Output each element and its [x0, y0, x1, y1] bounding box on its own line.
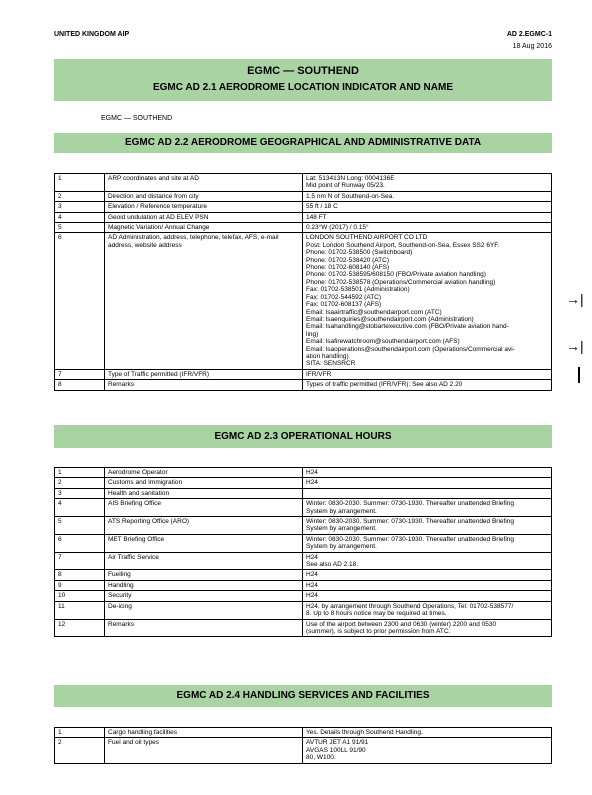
row-number: 8 — [55, 380, 105, 390]
row-label: Health and sanitation — [105, 488, 303, 498]
row-label: Remarks — [105, 619, 303, 637]
row-value — [303, 212, 552, 222]
value-line: Winter: 0830-2030. Summer: 0730-1930. Thereafter unattended Briefing — [306, 518, 515, 526]
value-line: Phone: 01702-538500 (Switchboard) — [306, 249, 413, 257]
row-number: 1 — [55, 468, 105, 478]
value-line: Winter: 0830-2030. Summer: 0730-1930. Thereafter unattended Briefing — [306, 535, 515, 543]
row-label: Security — [105, 591, 303, 601]
table-row — [55, 534, 552, 552]
value-line: SITA: SENSRCR — [306, 360, 356, 368]
row-value — [303, 488, 552, 498]
row-number: 12 — [55, 619, 105, 637]
row-value — [303, 380, 552, 390]
row-value — [303, 468, 552, 478]
row-number: 1 — [55, 174, 105, 192]
row-number: 11 — [55, 601, 105, 619]
row-label: Geoid undulation at AD ELEV PSN — [105, 212, 303, 222]
row-label: AIS Briefing Office — [105, 499, 303, 517]
table-row — [55, 601, 552, 619]
value-line: H24 — [306, 479, 318, 487]
table-row — [55, 191, 552, 201]
row-number: 4 — [55, 212, 105, 222]
table-row — [55, 369, 552, 379]
value-line: Phone: 01702-608140 (AFS) — [306, 264, 390, 272]
aip-header-left: UNITED KINGDOM AIP — [54, 31, 130, 38]
value-line: H24 — [306, 553, 318, 561]
row-value — [303, 478, 552, 488]
table-row — [55, 202, 552, 212]
row-number: 4 — [55, 499, 105, 517]
value-line: H24 — [306, 469, 318, 476]
table-row — [55, 488, 552, 498]
row-value — [303, 738, 552, 763]
change-bar — [578, 367, 580, 383]
value-line: Phone: 01702-538420 (ATC) — [306, 256, 389, 264]
value-line: Email: lsaoperations@southendairport.com (Operations/Commercial avi- — [306, 345, 515, 353]
row-number: 2 — [55, 738, 105, 763]
table-row — [55, 174, 552, 192]
value-line: H24 — [306, 581, 318, 589]
value-line: ation handling) — [306, 352, 349, 360]
table-row — [55, 619, 552, 637]
value-line: Fax: 01702-608137 (AFS) — [306, 301, 382, 309]
row-number: 5 — [55, 517, 105, 535]
row-value — [303, 552, 552, 570]
value-line: System by arrangement. — [306, 507, 377, 515]
row-number: 2 — [55, 478, 105, 488]
value-line: 80, W100. — [306, 754, 336, 762]
row-number: 7 — [55, 552, 105, 570]
table-row — [55, 552, 552, 570]
section-24-title: EGMC AD 2.4 HANDLING SERVICES AND FACILITIES — [54, 685, 552, 707]
row-value — [303, 517, 552, 535]
value-line: See also AD 2.18. — [306, 561, 359, 569]
row-value — [303, 369, 552, 379]
row-label: Direction and distance from city — [105, 191, 303, 201]
table-row — [55, 212, 552, 222]
value-line: 1.5 nm N of Southend-on-Sea. — [306, 192, 395, 200]
value-line: Email: lsaairtraffic@southendairport.com (ATC) — [306, 308, 442, 316]
publication-date: 18 Aug 2016 — [512, 43, 552, 50]
value-line: Use of the airport between 2300 and 0630 (winter) 2200 and 0530 — [306, 620, 497, 628]
table-row — [55, 223, 552, 233]
row-number: 10 — [55, 591, 105, 601]
value-line: 55 ft / 18 C — [306, 203, 338, 211]
row-number: 3 — [55, 488, 105, 498]
row-value — [303, 174, 552, 192]
section-22-table — [54, 173, 552, 391]
row-value — [303, 191, 552, 201]
value-line: H24 — [306, 571, 318, 579]
value-line: 8. Up to 8 hours notice may be required at times. — [306, 610, 447, 618]
row-label: Customs and Immigration — [105, 478, 303, 488]
value-line: AVTUR JET A1 91/91 — [306, 739, 369, 747]
row-number: 7 — [55, 369, 105, 379]
value-line: System by arrangement. — [306, 525, 377, 533]
table-row — [55, 591, 552, 601]
value-line: Lat: 513413N Long: 0004136E — [306, 175, 395, 182]
value-line: (summer), is subject to prior permission from ATC. — [306, 627, 451, 635]
table-row — [55, 728, 552, 738]
row-number: 3 — [55, 202, 105, 212]
row-number: 6 — [55, 233, 105, 369]
table-row — [55, 517, 552, 535]
location-indicator: EGMC — SOUTHEND — [101, 115, 173, 122]
value-line: Yes. Details through Southend Handling. — [306, 729, 423, 736]
row-label: ARP coordinates and site at AD — [105, 174, 303, 192]
row-label: Cargo handling facilities — [105, 728, 303, 738]
value-line: Email: lsahandling@stobartexecutive.com (FBO/Private aviation hand- — [306, 323, 509, 331]
table-row — [55, 570, 552, 580]
row-number: 1 — [55, 728, 105, 738]
value-line: H24 — [306, 592, 318, 600]
section-23-table — [54, 467, 552, 637]
value-line: Phone: 01702-538595/608150 (FBO/Private aviation handling) — [306, 271, 486, 279]
row-number: 9 — [55, 580, 105, 590]
row-label: Fuelling — [105, 570, 303, 580]
table-row — [55, 233, 552, 369]
row-value — [303, 728, 552, 738]
row-label: Air Traffic Service — [105, 552, 303, 570]
table-row — [55, 738, 552, 763]
row-value — [303, 591, 552, 601]
value-line: Mid point of Runway 05/23. — [306, 182, 385, 190]
value-line: Email: lsaenquiries@southendairport.com (Administration) — [306, 315, 474, 323]
value-line: LONDON SOUTHEND AIRPORT CO LTD — [306, 234, 428, 242]
value-line: Winter: 0830-2030. Summer: 0730-1930. Thereafter unattended Briefing — [306, 500, 515, 508]
section-24-table — [54, 727, 552, 764]
row-value — [303, 580, 552, 590]
value-line: H24, by arrangement through Southend Operations, Tel: 01702-538577/ — [306, 602, 514, 610]
table-row — [55, 499, 552, 517]
amendment-mark: →| — [566, 291, 584, 307]
row-label: Remarks — [105, 380, 303, 390]
row-number: 5 — [55, 223, 105, 233]
row-value — [303, 223, 552, 233]
row-label: Magnetic Variation/ Annual Change — [105, 223, 303, 233]
row-label: MET Briefing Office — [105, 534, 303, 552]
row-label: AD Administration, address, telephone, telefax, AFS, e-mail address, website address — [105, 233, 303, 369]
value-line: Phone: 01702-538578 (Operations/Commercial aviation handling) — [306, 278, 496, 286]
row-value — [303, 202, 552, 212]
table-row — [55, 580, 552, 590]
page-title: EGMC — SOUTHEND — [247, 65, 359, 77]
value-line: IFR/VFR — [306, 370, 332, 378]
table-row — [55, 468, 552, 478]
value-line: ling) — [306, 330, 319, 338]
row-value — [303, 499, 552, 517]
table-row — [55, 380, 552, 390]
amendment-mark: →| — [566, 338, 584, 354]
value-line: System by arrangement. — [306, 543, 377, 551]
section-21-title: EGMC AD 2.1 AERODROME LOCATION INDICATOR AND NAME — [152, 82, 453, 93]
row-label: Aerodrome Operator — [105, 468, 303, 478]
section-23-title: EGMC AD 2.3 OPERATIONAL HOURS — [54, 425, 552, 448]
row-number: 8 — [55, 570, 105, 580]
row-label: De-icing — [105, 601, 303, 619]
value-line: Post: London Southend Airport, Southend-on-Sea, Essex SS2 6YF. — [306, 241, 500, 249]
value-line: Fax: 01702-538501 (Administration) — [306, 286, 410, 294]
row-value — [303, 233, 552, 369]
value-line: Fax: 01702-544592 (ATC) — [306, 293, 382, 301]
value-line: Email: lsafirewatchroom@southendairport.com (AFS) — [306, 338, 460, 346]
value-line: 148 FT — [306, 213, 327, 221]
table-row — [55, 478, 552, 488]
row-label: ATS Reporting Office (ARO) — [105, 517, 303, 535]
row-number: 2 — [55, 191, 105, 201]
row-value — [303, 619, 552, 637]
section-22-title: EGMC AD 2.2 AERODROME GEOGRAPHICAL AND ADMINISTRATIVE DATA — [54, 133, 552, 153]
value-line: 0.23°W (2017) / 0.15° — [306, 224, 369, 232]
row-label: Handling — [105, 580, 303, 590]
row-value — [303, 534, 552, 552]
row-label: Fuel and oil types — [105, 738, 303, 763]
row-label: Type of Traffic permitted (IFR/VFR) — [105, 369, 303, 379]
row-label: Elevation / Reference temperature — [105, 202, 303, 212]
value-line: Types of traffic permitted (IFR/VFR): See also AD 2.20 — [306, 381, 463, 389]
value-line: AVGAS 100LL 91/90 — [306, 746, 366, 754]
row-number: 6 — [55, 534, 105, 552]
row-value — [303, 570, 552, 580]
page-reference: AD 2.EGMC-1 — [506, 31, 552, 38]
row-value — [303, 601, 552, 619]
title-band — [54, 59, 552, 101]
